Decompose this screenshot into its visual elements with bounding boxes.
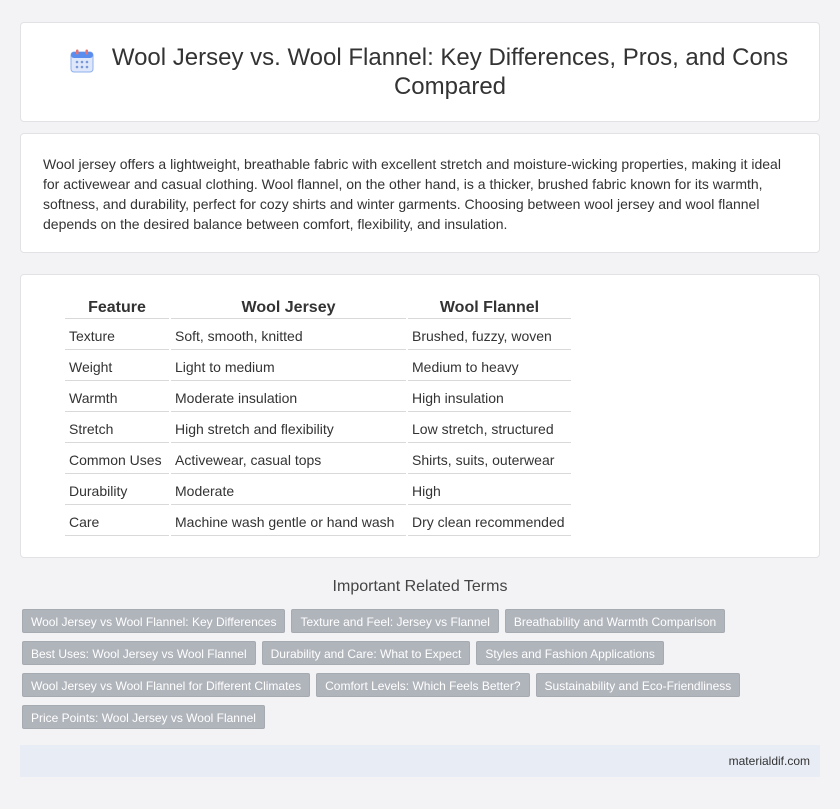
related-term-tag[interactable]: Sustainability and Eco-Friendliness [536, 673, 741, 697]
table-cell: Shirts, suits, outerwear [408, 445, 571, 474]
table-cell: Weight [65, 352, 169, 381]
table-row [65, 352, 571, 381]
table-cell: Durability [65, 476, 169, 505]
table-cell: Care [65, 507, 169, 536]
related-term-tag[interactable]: Styles and Fashion Applications [476, 641, 663, 665]
related-term-tag[interactable]: Texture and Feel: Jersey vs Flannel [291, 609, 498, 633]
table-cell: High stretch and flexibility [171, 414, 406, 443]
column-header-wool-flannel: Wool Flannel [408, 297, 571, 319]
related-term-tag[interactable]: Wool Jersey vs Wool Flannel: Key Differences [22, 609, 285, 633]
intro-paragraph: Wool jersey offers a lightweight, breathable fabric with excellent stretch and moisture-wicking properties, making it ideal for activewear and casual clothing. Wool flannel, on the other hand, is a thicker, brushed fabric known for its warmth, softness, and durability, perfect for cozy shirts and winter garments. Choosing between wool jersey and wool flannel depends on the desired balance between comfort, flexibility, and insulation. [43, 156, 781, 232]
table-cell: Texture [65, 321, 169, 350]
related-term-tag[interactable]: Durability and Care: What to Expect [262, 641, 471, 665]
related-term-tag[interactable]: Price Points: Wool Jersey vs Wool Flannel [22, 705, 265, 729]
related-term-tag[interactable]: Comfort Levels: Which Feels Better? [316, 673, 529, 697]
table-cell: Moderate [171, 476, 406, 505]
table-cell: Soft, smooth, knitted [171, 321, 406, 350]
table-row [65, 383, 571, 412]
header-card [20, 22, 820, 122]
table-cell: Dry clean recommended [408, 507, 571, 536]
table-cell: High insulation [408, 383, 571, 412]
page-title: Wool Jersey vs. Wool Flannel: Key Differences, Pros, and Cons Compared [111, 44, 789, 100]
table-header-row [65, 297, 571, 319]
table-cell: Low stretch, structured [408, 414, 571, 443]
column-header-feature: Feature [65, 297, 169, 319]
related-terms-list [22, 609, 822, 737]
calendar-icon [69, 48, 95, 74]
related-term-tag[interactable]: Breathability and Warmth Comparison [505, 609, 725, 633]
related-terms-title: Important Related Terms [332, 578, 508, 595]
table-row [65, 445, 571, 474]
table-cell: Brushed, fuzzy, woven [408, 321, 571, 350]
table-cell: Light to medium [171, 352, 406, 381]
table-row [65, 321, 571, 350]
table-cell: Common Uses [65, 445, 169, 474]
table-row [65, 414, 571, 443]
table-cell: Activewear, casual tops [171, 445, 406, 474]
intro-card [20, 133, 820, 253]
table-cell: Medium to heavy [408, 352, 571, 381]
table-cell: Stretch [65, 414, 169, 443]
comparison-table [63, 295, 573, 538]
table-cell: Warmth [65, 383, 169, 412]
table-cell: Machine wash gentle or hand wash [171, 507, 406, 536]
footer [20, 745, 820, 777]
column-header-wool-jersey: Wool Jersey [171, 297, 406, 319]
table-row [65, 507, 571, 536]
comparison-table-card [20, 274, 820, 558]
table-row [65, 476, 571, 505]
table-cell: Moderate insulation [171, 383, 406, 412]
footer-site-link[interactable]: materialdif.com [728, 754, 810, 768]
table-cell: High [408, 476, 571, 505]
related-term-tag[interactable]: Wool Jersey vs Wool Flannel for Different Climates [22, 673, 310, 697]
related-term-tag[interactable]: Best Uses: Wool Jersey vs Wool Flannel [22, 641, 256, 665]
